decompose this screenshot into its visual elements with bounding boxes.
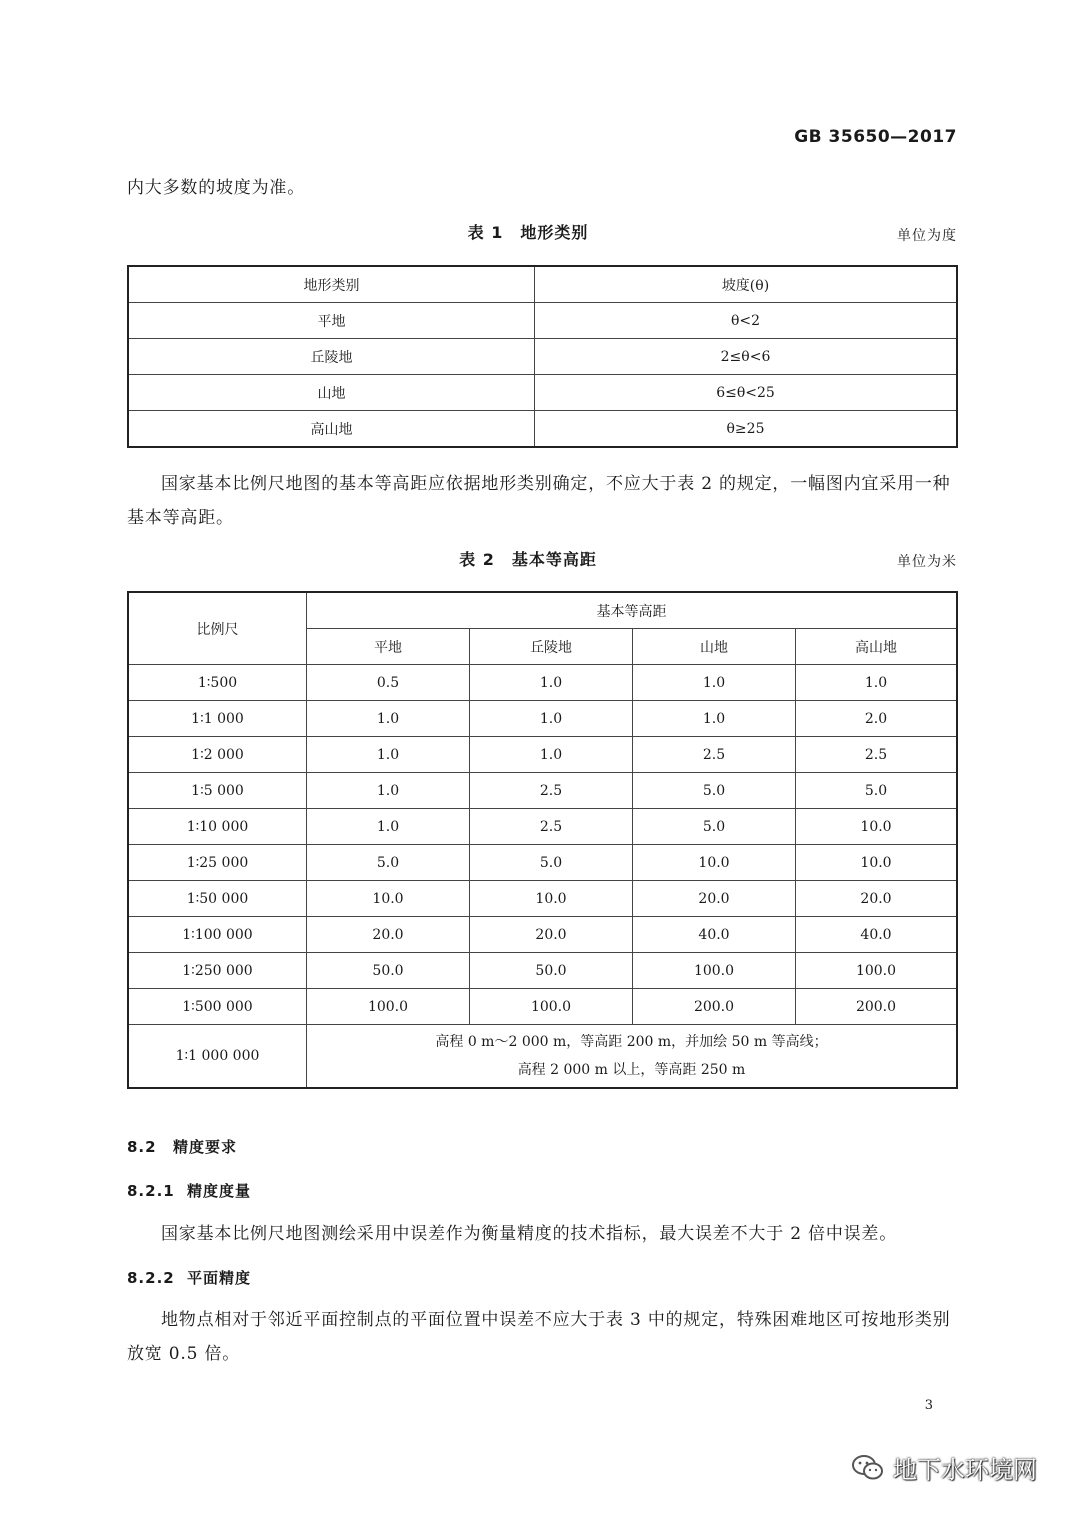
table-row bbox=[128, 665, 957, 701]
table-cell: 5.0 bbox=[633, 773, 796, 809]
contour-interval-table bbox=[127, 591, 958, 1089]
table-cell: 0.5 bbox=[307, 665, 470, 701]
table-cell: 1.0 bbox=[470, 701, 633, 737]
table-cell: 丘陵地 bbox=[128, 339, 535, 375]
table-row bbox=[128, 375, 957, 411]
table-cell: 100.0 bbox=[470, 989, 633, 1025]
table-cell-merged bbox=[307, 1025, 958, 1089]
table-cell: 10.0 bbox=[470, 881, 633, 917]
table-row bbox=[128, 773, 957, 809]
section-8-2-1-heading bbox=[127, 1180, 251, 1201]
table-row bbox=[128, 989, 957, 1025]
table-cell: 20.0 bbox=[307, 917, 470, 953]
section-title: 平面精度 bbox=[187, 1269, 252, 1287]
table-cell: θ<2 bbox=[535, 303, 958, 339]
table-cell: 1.0 bbox=[307, 701, 470, 737]
table-cell: 5.0 bbox=[307, 845, 470, 881]
watermark-text: 地下水环境网 bbox=[893, 1456, 1037, 1484]
table-header-cell: 平地 bbox=[307, 629, 470, 665]
section-number: 8.2.1 bbox=[127, 1182, 175, 1200]
table-cell: 100.0 bbox=[796, 953, 958, 989]
section-title: 精度度量 bbox=[187, 1182, 252, 1200]
section-8-2-heading bbox=[127, 1136, 237, 1157]
table-cell: θ≥25 bbox=[535, 411, 958, 448]
table-cell: 1.0 bbox=[307, 773, 470, 809]
table-cell: 2.0 bbox=[796, 701, 958, 737]
section-8-2-2-heading bbox=[127, 1267, 251, 1288]
table-cell: 1.0 bbox=[633, 701, 796, 737]
table-row bbox=[128, 339, 957, 375]
table-cell: 5.0 bbox=[470, 845, 633, 881]
table-cell: 1.0 bbox=[470, 737, 633, 773]
table-header-cell: 高山地 bbox=[796, 629, 958, 665]
table-row bbox=[128, 917, 957, 953]
table-cell: 10.0 bbox=[307, 881, 470, 917]
table-cell: 2.5 bbox=[633, 737, 796, 773]
table-cell: 2.5 bbox=[470, 773, 633, 809]
table-cell: 10.0 bbox=[633, 845, 796, 881]
table-row bbox=[128, 1025, 957, 1089]
table-cell: 40.0 bbox=[633, 917, 796, 953]
table-header-cell: 基本等高距 bbox=[307, 592, 958, 629]
table-cell: 1.0 bbox=[307, 809, 470, 845]
table-cell: 2.5 bbox=[470, 809, 633, 845]
table-header-row bbox=[128, 266, 957, 303]
table-cell: 20.0 bbox=[470, 917, 633, 953]
table-row bbox=[128, 953, 957, 989]
table-header-cell: 地形类别 bbox=[128, 266, 535, 303]
table-cell: 10.0 bbox=[796, 809, 958, 845]
table-header-cell: 山地 bbox=[633, 629, 796, 665]
table-cell: 50.0 bbox=[307, 953, 470, 989]
table-cell: 1.0 bbox=[470, 665, 633, 701]
table-cell: 10.0 bbox=[796, 845, 958, 881]
table-row bbox=[128, 701, 957, 737]
table-cell: 20.0 bbox=[796, 881, 958, 917]
table-cell: 高山地 bbox=[128, 411, 535, 448]
table-row bbox=[128, 737, 957, 773]
table-cell: 1.0 bbox=[796, 665, 958, 701]
table-cell: 1∶1 000 bbox=[128, 701, 307, 737]
watermark bbox=[851, 1450, 1037, 1485]
paragraph-accuracy-measure: 国家基本比例尺地图测绘采用中误差作为衡量精度的技术指标，最大误差不大于 2 倍中误差。 bbox=[161, 1224, 898, 1244]
table-cell: 6≤θ<25 bbox=[535, 375, 958, 411]
table-row bbox=[128, 809, 957, 845]
table-cell: 1∶50 000 bbox=[128, 881, 307, 917]
table2-caption: 表 2 基本等高距 bbox=[459, 550, 597, 569]
intro-line: 内大多数的坡度为准。 bbox=[127, 178, 305, 198]
table-cell: 5.0 bbox=[633, 809, 796, 845]
table-cell: 20.0 bbox=[633, 881, 796, 917]
table-cell: 1∶250 000 bbox=[128, 953, 307, 989]
table-cell: 200.0 bbox=[633, 989, 796, 1025]
wechat-icon bbox=[851, 1454, 885, 1482]
table-cell: 1.0 bbox=[633, 665, 796, 701]
table-cell: 1∶500 000 bbox=[128, 989, 307, 1025]
table-cell: 100.0 bbox=[633, 953, 796, 989]
table-cell: 1∶500 bbox=[128, 665, 307, 701]
table-cell: 1∶100 000 bbox=[128, 917, 307, 953]
table-header-cell: 比例尺 bbox=[128, 592, 307, 665]
table-header-cell: 丘陵地 bbox=[470, 629, 633, 665]
table-cell: 50.0 bbox=[470, 953, 633, 989]
table-cell: 2≤θ<6 bbox=[535, 339, 958, 375]
paragraph-planar-accuracy: 地物点相对于邻近平面控制点的平面位置中误差不应大于表 3 中的规定，特殊困难地区可按地形类别放宽 0.5 倍。 bbox=[127, 1310, 951, 1364]
table-cell: 2.5 bbox=[796, 737, 958, 773]
section-title: 精度要求 bbox=[173, 1138, 238, 1156]
table-header-row bbox=[128, 592, 957, 629]
section-number: 8.2.2 bbox=[127, 1269, 175, 1287]
section-number: 8.2 bbox=[127, 1138, 157, 1156]
table-cell: 1∶2 000 bbox=[128, 737, 307, 773]
paragraph-contour-interval: 国家基本比例尺地图的基本等高距应依据地形类别确定，不应大于表 2 的规定，一幅图内宜采用一种基本等高距。 bbox=[127, 474, 951, 528]
table-cell: 200.0 bbox=[796, 989, 958, 1025]
merged-cell-line: 高程 2 000 m 以上，等高距 250 m bbox=[517, 1062, 746, 1078]
table-cell: 平地 bbox=[128, 303, 535, 339]
terrain-category-table bbox=[127, 265, 958, 448]
table-cell: 1∶5 000 bbox=[128, 773, 307, 809]
table-row bbox=[128, 845, 957, 881]
table-row bbox=[128, 411, 957, 448]
table-cell: 1∶1 000 000 bbox=[128, 1025, 307, 1089]
merged-cell-line: 高程 0 m～2 000 m，等高距 200 m，并加绘 50 m 等高线； bbox=[435, 1034, 828, 1050]
table-cell: 40.0 bbox=[796, 917, 958, 953]
table-cell: 1∶25 000 bbox=[128, 845, 307, 881]
table2-unit: 单位为米 bbox=[897, 554, 957, 570]
page-number: 3 bbox=[924, 1398, 933, 1413]
table-cell: 1∶10 000 bbox=[128, 809, 307, 845]
table-cell: 山地 bbox=[128, 375, 535, 411]
table1-unit: 单位为度 bbox=[897, 228, 957, 244]
standard-code: GB 35650—2017 bbox=[794, 127, 957, 147]
table-row bbox=[128, 881, 957, 917]
table-cell: 100.0 bbox=[307, 989, 470, 1025]
table-cell: 5.0 bbox=[796, 773, 958, 809]
table-cell: 1.0 bbox=[307, 737, 470, 773]
table-row bbox=[128, 303, 957, 339]
table-header-cell: 坡度(θ) bbox=[535, 266, 958, 303]
table1-caption: 表 1 地形类别 bbox=[467, 223, 589, 242]
